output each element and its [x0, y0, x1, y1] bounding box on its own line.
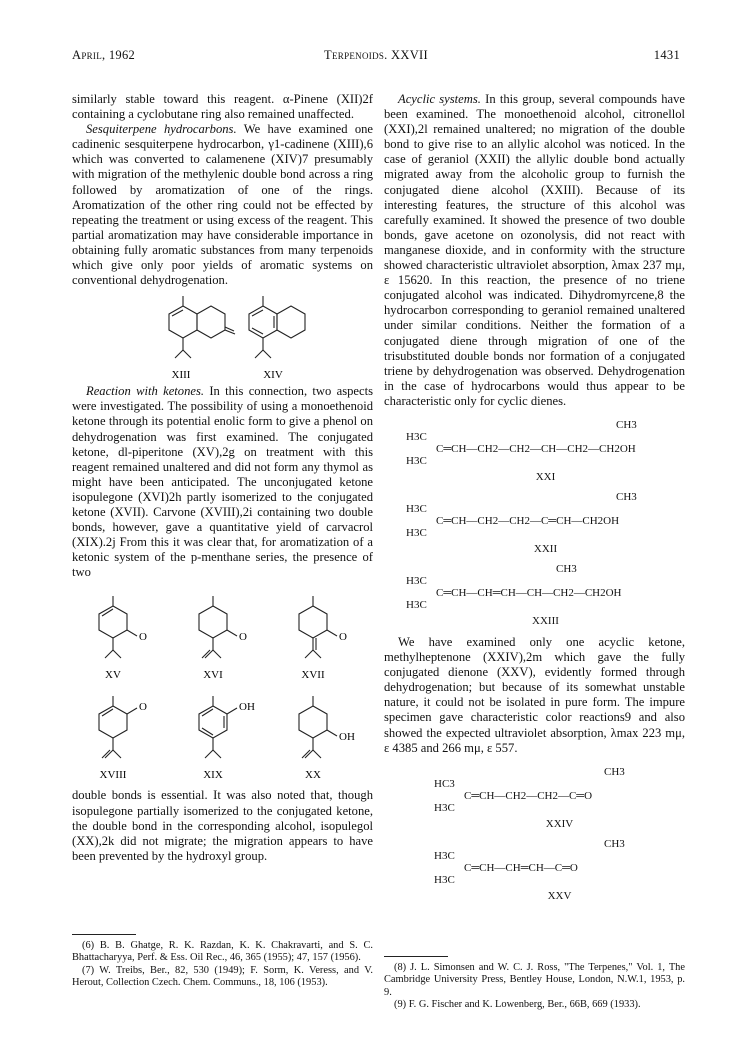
atom-xx-oh: OH — [338, 731, 355, 744]
atom-xvi-o: O — [238, 631, 247, 644]
label-xiv: XIV — [262, 369, 283, 382]
label-xx: XX — [304, 769, 321, 782]
formula-xxiv-b: H3C — [434, 801, 455, 814]
paragraph-sesquiterpene-body: We have examined one cadinenic sesquiterpene hydrocarbon, γ1-cadinene (XIII),6 which was converted to calamenene (XIV)7 presumably with migration of the methylenic double bond across a ring followed by aromatization of one of the rings. Aromatization of the other ring could not be effected by repeating the treatment or using excess of the reagent. This partial aromatization may have considerable importance in obtaining fully aromatic substances from many terpenoids which give only poor yields of aromatic systems on conventional dehydrogenation. — [72, 122, 374, 288]
formula-xxi-b: H3C — [406, 454, 427, 467]
paragraph-acyclic-body: In this group, several compounds have been examined. The monoethenoid alcohol, citronellol (XXI),2l remained unaltered; no migration of the double bond to give rise to an allylic alcohol was noticed. In the case of geraniol (XXII) the allylic double bond actually migrated away from the alcoholic group to furnish the conjugated diene alcohol (XXIII). Because of its interesting features, the structure of this alcohol was carefully examined. It showed the presence of two double bonds, gave acetone on ozonolysis, did not react with manganese dioxide, and in conformity with the structure showed characteristic ultraviolet absorption, λmax 237 mμ, ε 15620. In this reaction, the presence of no triene conjugated alcohol was indicated. Dihydromyrcene,8 the hydrocarbon corresponding to geraniol remained unaltered under similar conditions. Neither the formation of a conjugated diene through migration of one of the trisubstituted double bonds nor formation of a conjugated triene by dehydrogenation was observed. Dehydrogenation in the case of hydrocarbons would thus appear to be characteristic only for cyclic dienes. — [384, 92, 685, 408]
paragraph-pinene: similarly stable toward this reagent. α-Pinene (XII)2f containing a cyclobutane ring also remained unaffected. — [72, 92, 373, 122]
label-xxiv: XXIV — [545, 817, 574, 830]
right-column — [384, 92, 685, 902]
section-heading-sesquiterpene: Sesquiterpene hydrocarbons. — [86, 122, 237, 137]
paragraph-ketones — [72, 384, 373, 580]
paragraph-isopulegol: double bonds is essential. It was also noted that, though isopulegone partially isomerized to the conjugated ketone, the double bond in the corresponding alcohol, isopulegol (XX),2k did not migrate; the migration appears to have been prevented by the hydroxyl group. — [72, 788, 373, 863]
structure-xiii-ring-b — [197, 306, 225, 338]
paragraph-methylheptenone: We have examined only one acyclic ketone, methylheptenone (XXIV),2m which gave the fully conjugated dienone (XXV), evidently formed through dehydrogenation; but because of its somewhat unstable nature, it could not be isolated in pure form. The impure specimen gave characteristic color reactions9 and also showed the expected ultraviolet absorption, λmax 223 mμ, ε 4385 and 266 mμ, ε 557. — [384, 634, 685, 755]
label-xvi: XVI — [202, 669, 223, 682]
figure-ketones — [72, 592, 373, 788]
formula-xxiii-b: H3C — [406, 598, 427, 611]
footnote-9: (9) F. G. Fischer and K. Lowenberg, Ber., 66B, 669 (1933). — [394, 998, 641, 1010]
footnotes-right — [384, 962, 685, 1011]
footnote-7: (7) W. Treibs, Ber., 82, 530 (1949); F. Sorm, K. Veress, and V. Herout, Collection Czech. Chem. Communs., 18, 106 (1953). — [72, 964, 373, 988]
structure-xiv-ring-b — [277, 306, 305, 338]
formula-xxiii — [406, 563, 685, 627]
formula-xxiv-chain: C═CH—CH2—CH2—C═O — [464, 789, 593, 802]
formula-xxv — [434, 838, 685, 902]
structure-xiii-xiv-svg — [123, 292, 323, 384]
formula-xxii-a: H3C — [406, 502, 427, 515]
atom-xix-oh: OH — [238, 701, 255, 714]
paragraph-ketones-body: In this connection, two aspects were investigated. The possibility of using a monoethenoid ketone through its potential enolic form to give a phenol on dehydrogenation was first examined. The conjugated ketone, dl-piperitone (XV),2g on treatment with this reagent remained unaltered and did not form any thymol as might have been anticipated. The unconjugated ketone isopulegone (XVI)2h partly isomerized to the conjugated ketone (XVII). Carvone (XVIII),2i containing two double bonds, however, gave a quantitative yield of carvacrol (XIX).2j From this it was clear that, for aromatization of a ketonic system of the p-menthane series, the presence of two — [72, 384, 373, 580]
label-xxiii: XXIII — [532, 614, 559, 627]
structure-xiv-ring-a — [249, 306, 277, 338]
label-xv: XV — [104, 669, 121, 682]
left-column — [72, 92, 373, 864]
running-header-title: Terpenoids. XXVII — [324, 48, 428, 62]
footnotes-left — [72, 940, 373, 989]
paragraph-sesquiterpene — [72, 122, 373, 288]
formula-xxii-chain: C═CH—CH2—CH2—C═CH—CH2OH — [436, 514, 620, 527]
section-heading-acyclic: Acyclic systems. — [398, 92, 481, 106]
label-xxi: XXI — [535, 470, 556, 483]
section-heading-ketones: Reaction with ketones. — [86, 384, 205, 399]
formula-xxiii-chain: C═CH—CH═CH—CH—CH2—CH2OH — [436, 586, 622, 599]
running-header-date: April, 1962 — [72, 48, 136, 62]
paragraph-acyclic — [384, 92, 685, 409]
formula-xxiv-top: CH3 — [604, 765, 625, 778]
atom-xv-o: O — [138, 631, 147, 644]
formula-xxii-b: H3C — [406, 526, 427, 539]
atom-xviii-o: O — [138, 701, 147, 714]
formula-xxii — [406, 491, 685, 555]
formula-xxv-top: CH3 — [604, 837, 625, 850]
formula-xxi — [406, 419, 685, 483]
label-xiii: XIII — [171, 369, 190, 382]
page-number: 1431 — [653, 48, 680, 62]
formula-xxv-chain: C═CH—CH═CH—C═O — [464, 861, 578, 874]
figure-cadinene-calamenene — [72, 292, 373, 384]
formula-xxiv-a: HC3 — [434, 777, 455, 790]
formula-xxv-a: H3C — [434, 849, 455, 862]
formulas-xxiv-xxv — [384, 766, 685, 902]
label-xix: XIX — [202, 769, 223, 782]
formula-xxi-top: CH3 — [616, 418, 637, 431]
footnote-rule-right — [384, 956, 448, 957]
formula-xxiv — [434, 766, 685, 830]
formula-xxiii-a: H3C — [406, 574, 427, 587]
atom-xvii-o: O — [338, 631, 347, 644]
label-xxii: XXII — [533, 542, 558, 555]
label-xviii: XVIII — [99, 769, 126, 782]
footnote-8: (8) J. L. Simonsen and W. C. J. Ross, "The Terpenes," Vol. 1, The Cambridge University Press, Bentley House, London, N.W.1, 1953, p. 9. — [384, 962, 685, 998]
footnote-rule-left — [72, 934, 136, 935]
label-xvii: XVII — [300, 669, 325, 682]
structure-xiii-ring-a — [169, 306, 197, 338]
formula-xxv-b: H3C — [434, 873, 455, 886]
formula-xxii-top: CH3 — [616, 490, 637, 503]
formulas-xxi-xxiii — [384, 419, 685, 627]
formula-xxi-chain: C═CH—CH2—CH2—CH—CH2—CH2OH — [436, 442, 636, 455]
structure-xv-xx-svg — [73, 592, 373, 788]
footnote-6: (6) B. B. Ghatge, R. K. Razdan, K. K. Chakravarti, and S. C. Bhattacharyya, Perf. & Ess. Oil Rec., 46, 365 (1955); 47, 157 (1956). — [72, 940, 373, 964]
label-xxv: XXV — [547, 889, 572, 902]
formula-xxiii-top: CH3 — [556, 562, 577, 575]
formula-xxi-a: H3C — [406, 430, 427, 443]
